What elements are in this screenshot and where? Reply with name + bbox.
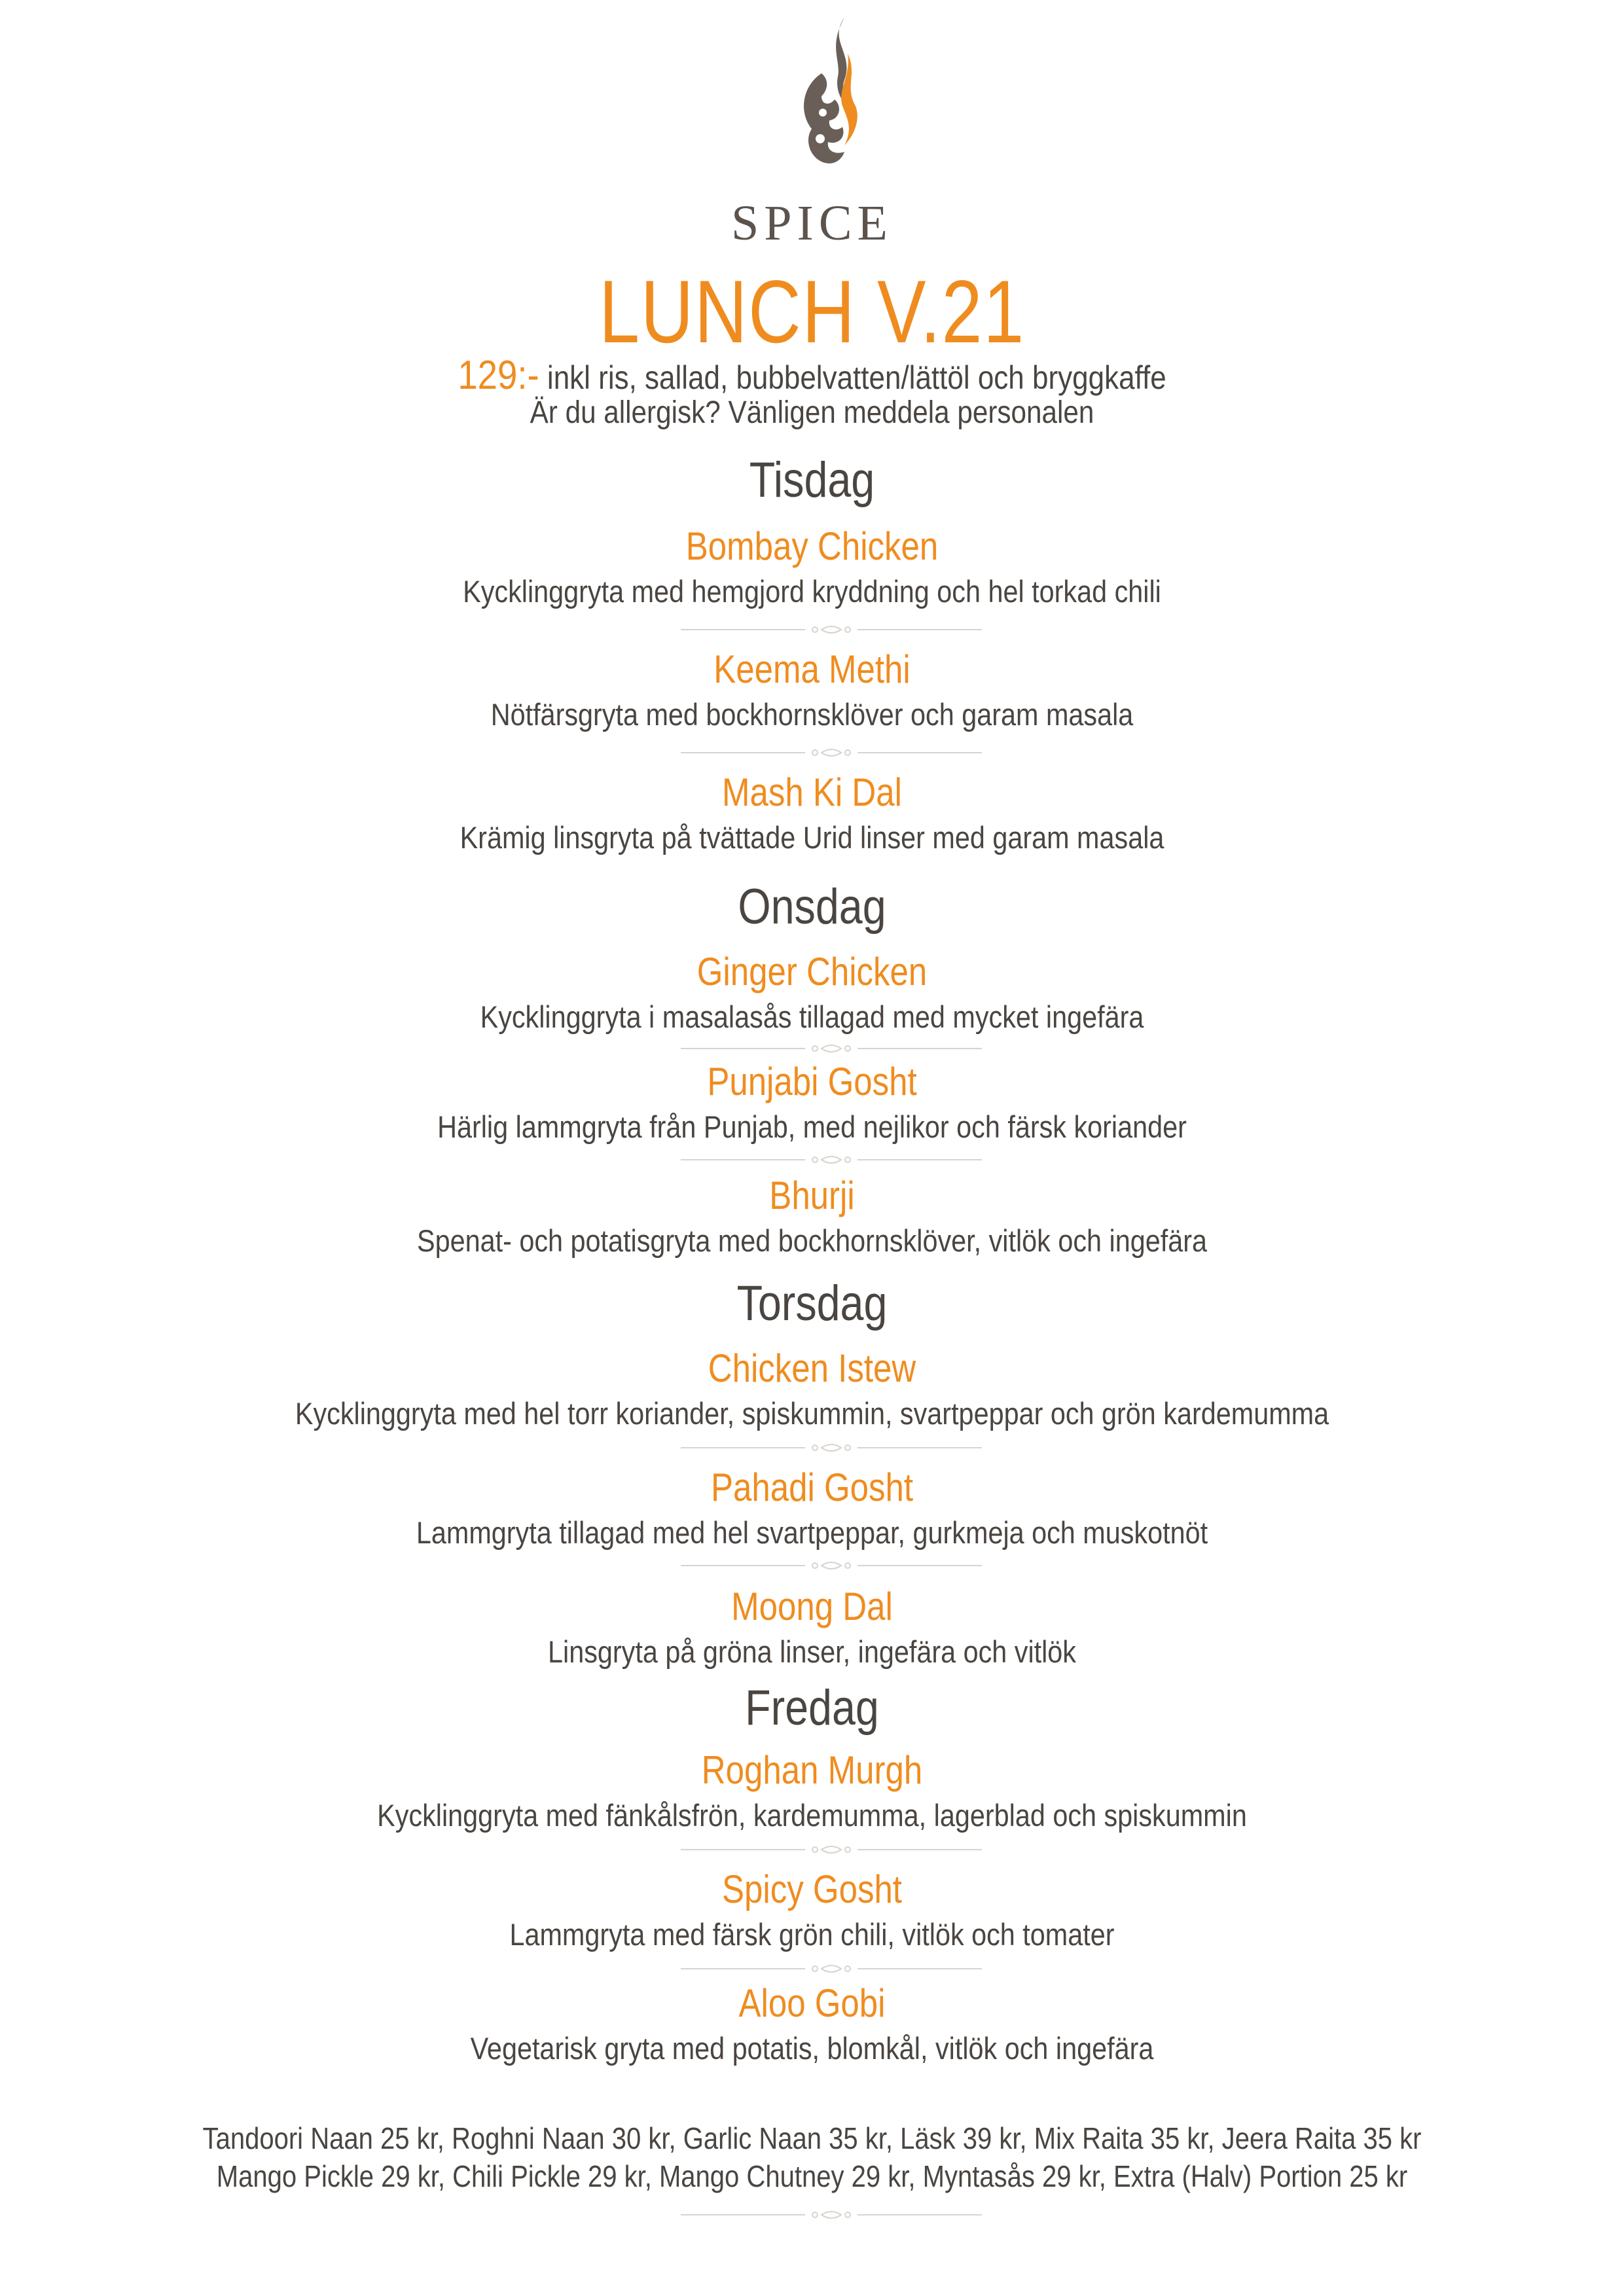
extras-line-2: Mango Pickle 29 kr, Chili Pickle 29 kr, Mango Chutney 29 kr, Myntasås 29 kr, Extra (Halv) Portion 25 kr <box>216 2159 1408 2193</box>
dish-description: Spenat- och potatisgryta med bockhornsklöver, vitlök och ingefära <box>416 1223 1208 1258</box>
ornament-divider <box>681 1961 982 1977</box>
ornament-divider <box>681 1842 982 1857</box>
dish-description: Nötfärsgryta med bockhornsklöver och garam masala <box>490 697 1134 732</box>
dish-description: Lammgryta med färsk grön chili, vitlök och tomater <box>509 1917 1115 1952</box>
brand-name: SPICE <box>731 196 893 251</box>
price-amount: 129:- <box>458 353 539 398</box>
menu-title: LUNCH V.21 <box>599 262 1025 361</box>
day-heading-onsdag: Onsdag <box>738 879 886 935</box>
price-includes: inkl ris, sallad, bubbelvatten/lättöl och bryggkaffe <box>539 359 1166 396</box>
day-heading-torsdag: Torsdag <box>736 1276 888 1331</box>
dish-description: Lammgryta tillagad med hel svartpeppar, gurkmeja och muskotnöt <box>416 1515 1208 1550</box>
dish-description: Kycklinggryta med hel torr koriander, spiskummin, svartpeppar och grön kardemumma <box>295 1396 1329 1431</box>
price-line <box>98 352 1526 399</box>
dish-description: Krämig linsgryta på tvättade Urid linser med garam masala <box>460 820 1164 855</box>
dish-description: Kycklinggryta i masalasås tillagad med mycket ingefära <box>480 999 1144 1034</box>
dish-name: Punjabi Gosht <box>707 1060 917 1103</box>
dish-name: Ginger Chicken <box>696 950 928 994</box>
dish-name: Bhurji <box>769 1174 855 1217</box>
dish-name: Spicy Gosht <box>722 1867 902 1911</box>
day-heading-fredag: Fredag <box>745 1680 879 1736</box>
dish-description: Kycklinggryta med hemgjord kryddning och hel torkad chili <box>463 574 1161 609</box>
dish-description: Kycklinggryta med fänkålsfrön, kardemumma, lagerblad och spiskummin <box>377 1798 1247 1833</box>
dish-name: Moong Dal <box>731 1585 893 1628</box>
dish-description: Linsgryta på gröna linser, ingefära och vitlök <box>548 1634 1076 1669</box>
spice-flame-logo-icon <box>782 14 880 185</box>
extras-line-1: Tandoori Naan 25 kr, Roghni Naan 30 kr, Garlic Naan 35 kr, Läsk 39 kr, Mix Raita 35 kr, Jeera Raita 35 kr <box>202 2121 1422 2155</box>
dish-name: Chicken Istew <box>708 1346 916 1390</box>
ornament-divider <box>681 622 982 637</box>
dish-name: Keema Methi <box>713 647 911 691</box>
dish-name: Pahadi Gosht <box>710 1465 914 1509</box>
ornament-divider <box>681 2207 982 2223</box>
dish-name: Roghan Murgh <box>701 1748 923 1792</box>
ornament-divider <box>681 745 982 761</box>
ornament-divider <box>681 1041 982 1056</box>
dish-description: Härlig lammgryta från Punjab, med nejlikor och färsk koriander <box>437 1109 1187 1144</box>
ornament-divider <box>681 1558 982 1573</box>
day-heading-tisdag: Tisdag <box>749 452 875 508</box>
dish-name: Mash Ki Dal <box>722 770 902 814</box>
allergy-notice: Är du allergisk? Vänligen meddela personalen <box>530 395 1094 430</box>
dish-name: Aloo Gobi <box>738 1981 886 2025</box>
ornament-divider <box>681 1152 982 1168</box>
dish-name: Bombay Chicken <box>685 524 939 568</box>
ornament-divider <box>681 1440 982 1456</box>
dish-description: Vegetarisk gryta med potatis, blomkål, vitlök och ingefära <box>470 2031 1154 2066</box>
